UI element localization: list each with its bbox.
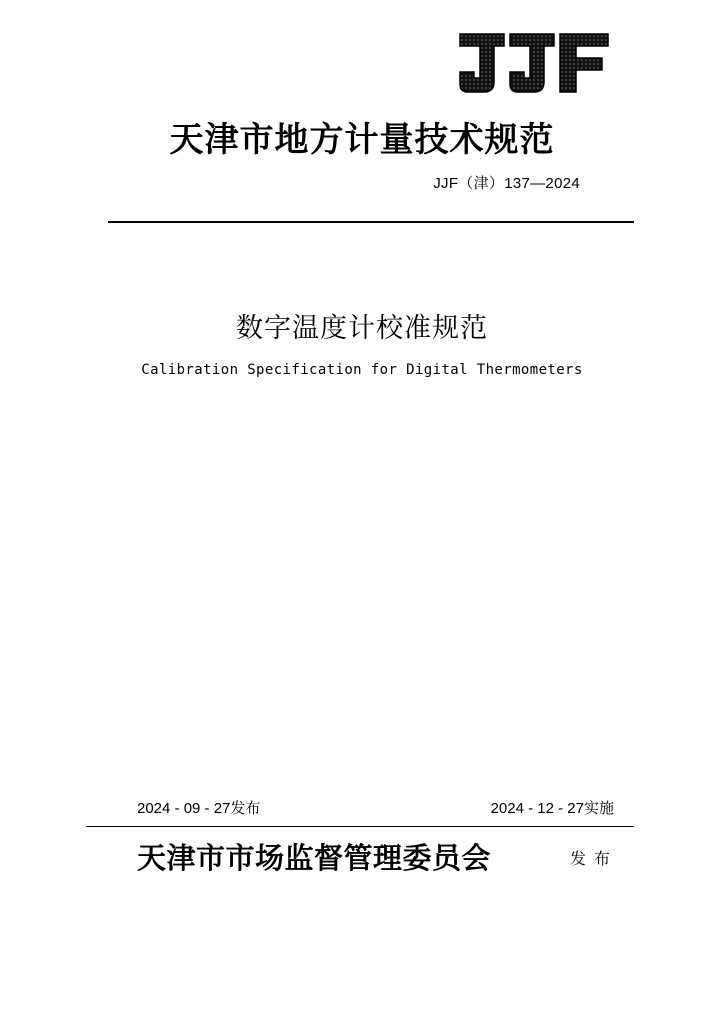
issue-word: 发布 <box>570 849 619 868</box>
top-divider <box>108 221 634 223</box>
document-code: JJF（津）137—2024 <box>433 175 580 192</box>
document-title-en: Calibration Specification for Digital Thermometers <box>141 362 583 378</box>
document-title-cn: 数字温度计校准规范 <box>236 313 488 344</box>
implement-date: 2024 - 12 - 27实施 <box>490 800 614 817</box>
jjf-logo <box>456 30 612 94</box>
issue-date: 2024 - 09 - 27发布 <box>137 800 261 817</box>
header-title: 天津市地方计量技术规范 <box>169 120 555 160</box>
issuer-name: 天津市市场监督管理委员会 <box>137 841 492 875</box>
bottom-divider <box>86 826 634 827</box>
